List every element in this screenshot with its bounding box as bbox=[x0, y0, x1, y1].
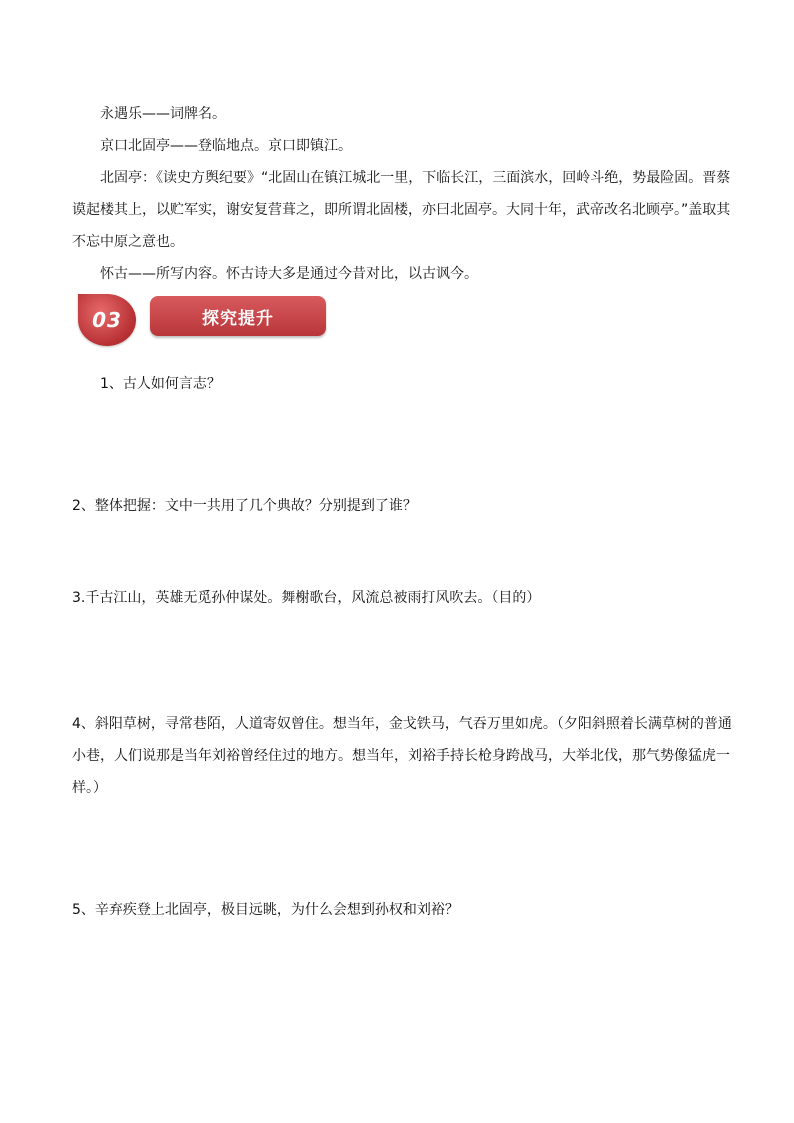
note-location: 京口北固亭——登临地点。京口即镇江。 bbox=[100, 138, 352, 154]
note-huaigu: 怀古——所写内容。怀古诗大多是通过今昔对比，以古讽今。 bbox=[100, 266, 478, 282]
question-1: 1、古人如何言志？ bbox=[100, 376, 221, 392]
note-beiguting: 北固亭：《读史方舆纪要》“北固山在镇江城北一里，下临长江，三面滨水，回岭斗绝，势最险固。晋蔡谟起楼其上，以贮军实，谢安复营葺之，即所谓北固楼，亦曰北固亭。大同十年，武帝改名北顾亭。”盖取其不忘中原之意也。 bbox=[72, 170, 731, 250]
section-title-bar bbox=[150, 296, 326, 336]
question-2: 2、整体把握：文中一共用了几个典故？分别提到了谁？ bbox=[72, 498, 417, 514]
note-cipai: 永遇乐——词牌名。 bbox=[100, 106, 226, 122]
question-4: 4、斜阳草树，寻常巷陌，人道寄奴曾住。想当年，金戈铁马，气吞万里如虎。（夕阳斜照着长满草树的普通小巷，人们说那是当年刘裕曾经住过的地方。想当年，刘裕手持长枪身跨战马，大举北伐，那气势像猛虎一样。） bbox=[72, 716, 732, 796]
section-number-badge bbox=[78, 294, 136, 346]
question-5: 5、辛弃疾登上北固亭，极目远眺，为什么会想到孙权和刘裕？ bbox=[72, 902, 459, 918]
section-header bbox=[78, 292, 328, 350]
question-3: 3.千古江山，英雄无觅孙仲谋处。舞榭歌台，风流总被雨打风吹去。（目的） bbox=[72, 590, 541, 606]
section-number: 03 bbox=[92, 308, 122, 332]
section-title: 探究提升 bbox=[202, 308, 274, 329]
